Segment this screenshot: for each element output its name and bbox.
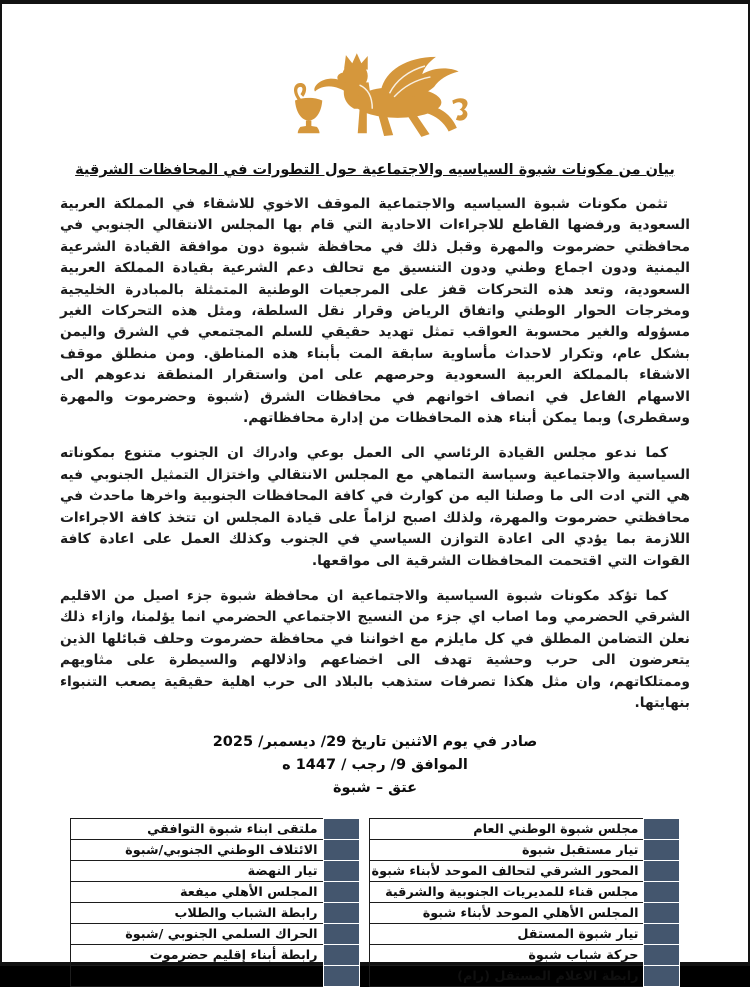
signature-accent-cell (323, 819, 359, 840)
signatory-name-cell: المجلس الأهلي ميفعة (70, 882, 323, 903)
signatory-row (369, 882, 680, 903)
emblem-container (60, 46, 690, 148)
signatory-name-cell: تيار النهضة (70, 861, 323, 882)
statement-paragraph-2: كما ندعو مجلس القيادة الرئاسي الى العمل بوعي وادراك ان الجنوب متنوع بمكوناته السياسية والاجتماعية وسياسة التماهي مع المجلس الانتقالي واختزال التمثيل الجنوبي فيه هي التي ادت الى ما وصلنا اليه من كوارث في كافة المحافظات الجنوبية واخرها ماحدث في محافظتي حضرموت والمهرة، ولذلك اصبح لزاماً على قيادة المجلس ان تتخذ كافة الاجراءات اللازمة بما يؤدي الى اعادة التوازن السياسي في الجنوب وكذلك العمل على اعادة كافة القوات التي اقتحمت المحافظات الشرقية الى مواقعها. (60, 445, 690, 569)
signature-accent-cell (323, 945, 359, 966)
signatory-row (70, 840, 359, 861)
statement-paragraph-1: تثمن مكونات شبوة السياسيه والاجتماعية الموقف الاخوي للاشقاء في المملكة العربية السعودية ورفضها القاطع للاجراءات الاحادية التي قام بها المجلس الانتقالي الجنوبي في محافظتي حضرموت والمهرة وقبل ذلك في محافظة شبوة دون موافقة القيادة الشرعية اليمنية ودون اجماع وطني ودون التنسيق مع تحالف دعم الشرعية بقيادة المملكة العربية السعودية، وتعد هذه التحركات قفز على المرجعيات الوطنية المتمثلة بالمبادرة الخليجية ومخرجات الحوار الوطني واتفاق الرياض وقرار نقل السلطة، ومثل هذه التحركات الغير مسؤوله والغير محسوبة العواقب تمثل تهديد حقيقي للسلم المجتمعي في الشرق واليمن بشكل عام، وتكرار لاحداث مأساوية سابقة المت بأبناء هذه المناطق. ومن منطلق موقف الاشقاء بالمملكة العربية السعودية وحرصهم على امن واستقرار المنطقة ندعوهم الى الاسهام الفاعل في انصاف اخوانهم في محافظات الشرق (شبوة وحضرموت والمهرة وسقطرى) وبما يمكن أبناء هذه المحافظات من إدارة محافظاتهم. (60, 196, 690, 427)
signature-accent-cell (644, 861, 680, 882)
signatories-section (60, 818, 690, 987)
issue-place-line: عتق – شبوة (332, 780, 418, 797)
signature-accent-cell (644, 924, 680, 945)
signature-accent-cell (644, 945, 680, 966)
signatory-row (70, 945, 359, 966)
griffin-emblem-icon (266, 46, 484, 146)
signatory-name-cell: الحراك السلمي الجنوبي /شبوة (70, 924, 323, 945)
signatory-row (70, 903, 359, 924)
signatory-name-cell: تيار شبوة المستقل (369, 924, 644, 945)
signatories-table-left (70, 818, 360, 987)
signatory-row (369, 903, 680, 924)
signatory-name-cell: رابطة الشباب والطلاب (70, 903, 323, 924)
signatory-name-cell: رابطة الاعلام المستقل (رام) (369, 966, 644, 987)
signature-accent-cell (644, 882, 680, 903)
signatory-name-cell: حركة شباب شبوة (369, 945, 644, 966)
signatory-row (369, 861, 680, 882)
signatory-name-cell: مجلس شبوة الوطني العام (369, 819, 644, 840)
signatory-name-cell: المجلس الأهلي الموحد لأبناء شبوة (369, 903, 644, 924)
signatory-row (70, 819, 359, 840)
statement-paragraph-3: كما تؤكد مكونات شبوة السياسية والاجتماعية ان محافظة شبوة جزء اصيل من الاقليم الشرقي الحضرمي وما اصاب اي جزء من النسيج الاجتماعي الحضرمي انما يؤلمنا، وازاء ذلك نعلن التضامن المطلق في كل مايلزم مع اخواننا في محافظة حضرموت وحلف قبائلها الذين يتعرضون الى حرب وحشية تهدف الى اخضاعهم واذلالهم والسيطرة على مثاويهم وممتلكاتهم، وان مثل هكذا تصرفات ستذهب بالبلاد الى حرب اهلية حقيقية يصعب التنبواء بنهايتها. (60, 587, 690, 711)
signatories-table-right (369, 818, 681, 987)
signature-accent-cell (323, 903, 359, 924)
signatory-row (369, 966, 680, 987)
page-title: بيان من مكونات شبوة السياسيه والاجتماعية حول التطورات في المحافظات الشرقية (75, 162, 675, 178)
signature-accent-cell (323, 882, 359, 903)
signatory-row (70, 882, 359, 903)
signatory-row (70, 861, 359, 882)
signature-accent-cell (323, 924, 359, 945)
signature-accent-cell (323, 966, 359, 987)
signatory-row (369, 945, 680, 966)
signatory-row (369, 924, 680, 945)
signatory-name-cell: ملتقى ابناء شبوة التوافقي (70, 819, 323, 840)
signature-accent-cell (644, 819, 680, 840)
signature-accent-cell (644, 840, 680, 861)
signature-accent-cell (644, 903, 680, 924)
signatory-name-cell (70, 966, 323, 987)
signature-accent-cell (323, 861, 359, 882)
signatory-row (369, 840, 680, 861)
signatory-name-cell: الائتلاف الوطني الجنوبي/شبوة (70, 840, 323, 861)
issue-date-line: صادر في يوم الاثنين تاريخ 29/ ديسمبر/ 2025 (212, 734, 538, 751)
hijri-date-line: الموافق 9/ رجب / 1447 ه (282, 757, 468, 774)
issue-date-block (60, 731, 690, 800)
signatory-name-cell: المحور الشرقي لتحالف الموحد لأبناء شبوة (369, 861, 644, 882)
signatory-row (70, 924, 359, 945)
signatory-name-cell: تيار مستقبل شبوة (369, 840, 644, 861)
signatory-row (70, 966, 359, 987)
signatory-name-cell: مجلس قناء للمديريات الجنوبية والشرقية (369, 882, 644, 903)
signature-accent-cell (323, 840, 359, 861)
signature-accent-cell (644, 966, 680, 987)
signatory-row (369, 819, 680, 840)
signatory-name-cell: رابطة أبناء إقليم حضرموت (70, 945, 323, 966)
